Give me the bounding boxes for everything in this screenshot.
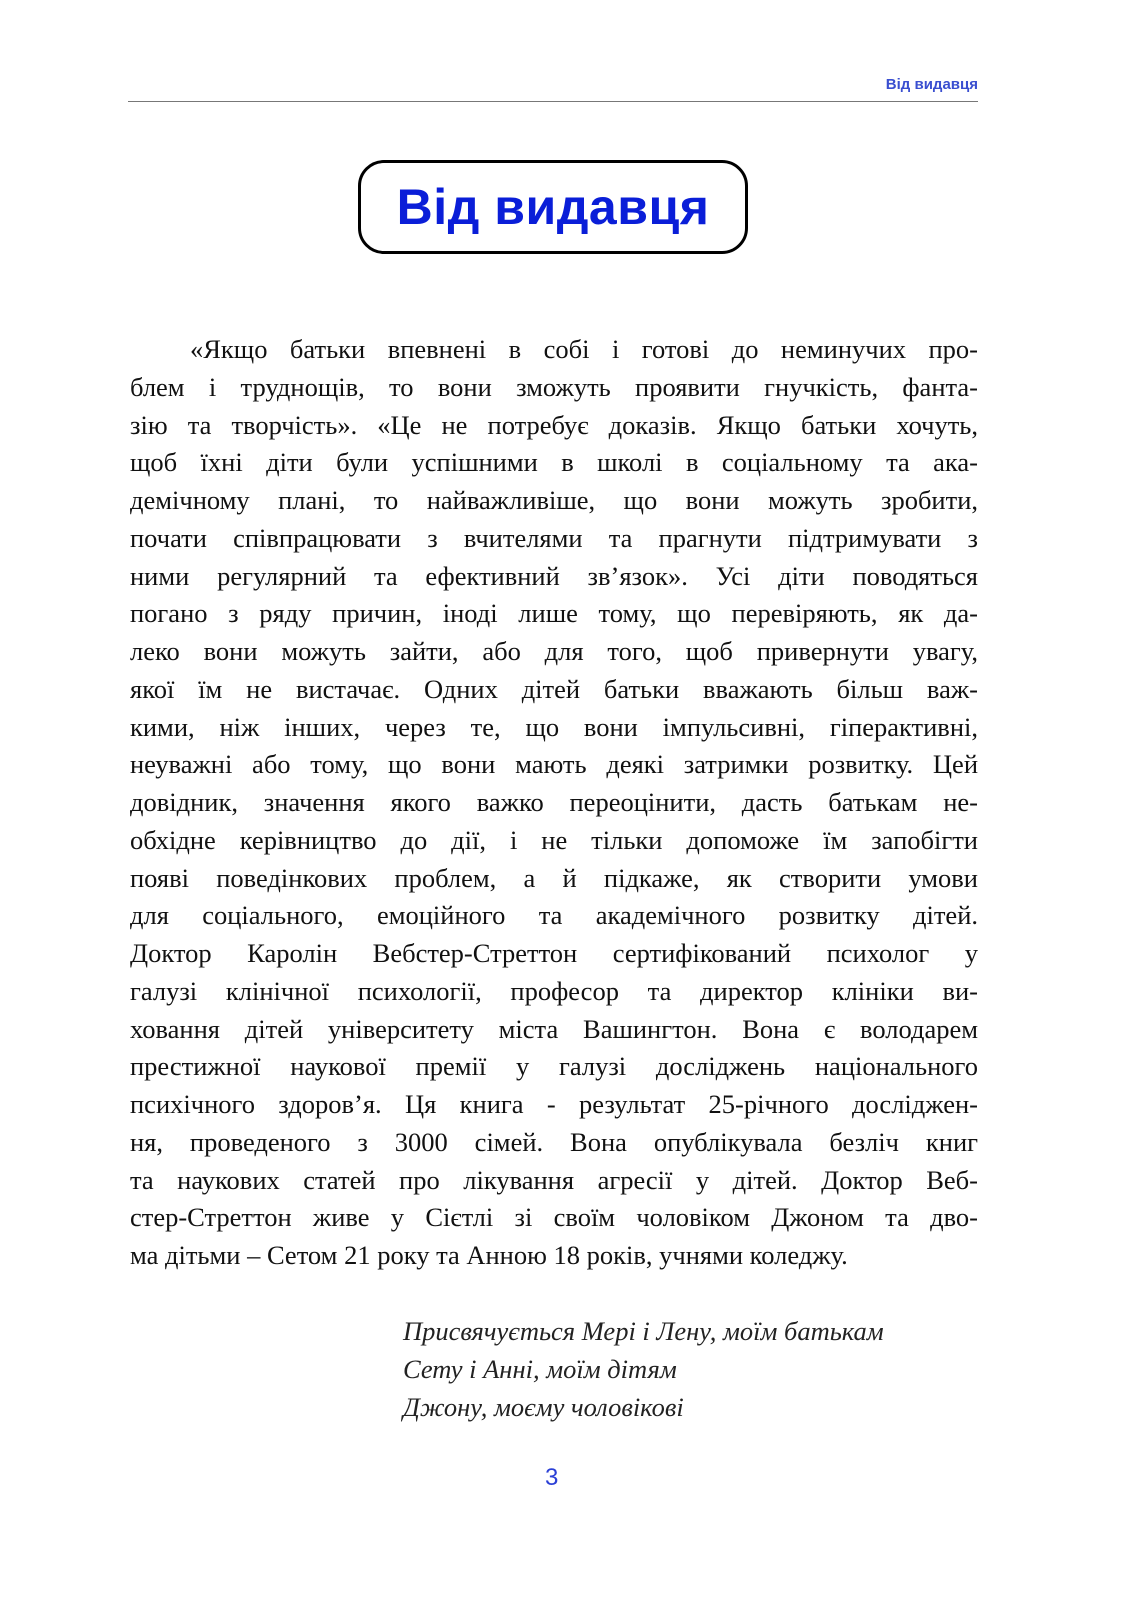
text-line: кими, ніж інших, через те, що вони імпульсивні, гіперактивні, <box>130 711 978 742</box>
text-line: погано з ряду причин, іноді лише тому, що перевіряють, як да- <box>130 598 978 629</box>
text-line: довідник, значення якого важко переоцінити, дасть батькам не- <box>130 787 978 817</box>
text-line: стер-Стреттон живе у Сієтлі зі своїм чоловіком Джоном та дво- <box>130 1202 978 1233</box>
text-line: почати співпрацювати з вчителями та прагнути підтримувати з <box>130 522 978 553</box>
text-line: обхідне керівництво до дії, і не тільки допоможе їм запобігти <box>130 824 978 855</box>
text-line: демічному плані, то найважливіше, що вони можуть зробити, <box>130 485 978 515</box>
dedication-line: Присвячується Мері і Лену, моїм батькам <box>403 1316 884 1346</box>
text-line: ними регулярний та ефективний зв’язок». Усі діти поводяться <box>130 560 978 591</box>
header-rule <box>128 101 978 102</box>
text-line: Доктор Каролін Вебстер-Стреттон сертифікований психолог у <box>130 938 978 968</box>
text-line: «Якщо батьки впевнені в собі і готові до неминучих про- <box>190 334 978 364</box>
text-line: появі поведінкових проблем, а й підкаже, як створити умови <box>130 862 978 893</box>
text-line: для соціального, емоційного та академічного розвитку дітей. <box>130 900 978 931</box>
text-line: ня, проведеного з 3000 сімей. Вона опублікувала безліч книг <box>130 1126 978 1157</box>
page-title: Від видавця <box>396 179 710 235</box>
text-line: ховання дітей університету міста Вашингтон. Вона є володарем <box>130 1013 978 1044</box>
text-line: щоб їхні діти були успішними в школі в соціальному та ака- <box>130 447 978 478</box>
text-line: престижної наукової премії у галузі досліджень національного <box>130 1051 978 1082</box>
dedication-line: Сету і Анні, моїм дітям <box>403 1354 677 1384</box>
text-line: якої їм не вистачає. Одних дітей батьки вважають більш важ- <box>130 673 978 704</box>
title-box <box>358 160 748 254</box>
text-line: та наукових статей про лікування агресії у дітей. Доктор Веб- <box>130 1164 978 1195</box>
text-line: блем і труднощів, то вони зможуть проявити гнучкість, фанта- <box>130 371 978 402</box>
text-line: психічного здоров’я. Ця книга - результат 25-річного досліджен- <box>130 1089 978 1119</box>
dedication-line: Джону, моєму чоловікові <box>403 1392 684 1422</box>
dedication <box>403 1312 884 1426</box>
running-header: Від видавця <box>885 76 978 93</box>
text-line: леко вони можуть зайти, або для того, щоб привернути увагу, <box>130 636 978 666</box>
text-line: неуважні або тому, що вони мають деякі затримки розвитку. Цей <box>130 749 978 780</box>
text-line: ма дітьми – Сетом 21 року та Анною 18 років, учнями коледжу. <box>130 1240 848 1270</box>
text-line: зію та творчість». «Це не потребує доказів. Якщо батьки хочуть, <box>130 409 978 440</box>
page-number: 3 <box>545 1464 559 1491</box>
body-text <box>130 331 978 1275</box>
text-line: галузі клінічної психології, професор та директор клініки ви- <box>130 975 978 1006</box>
